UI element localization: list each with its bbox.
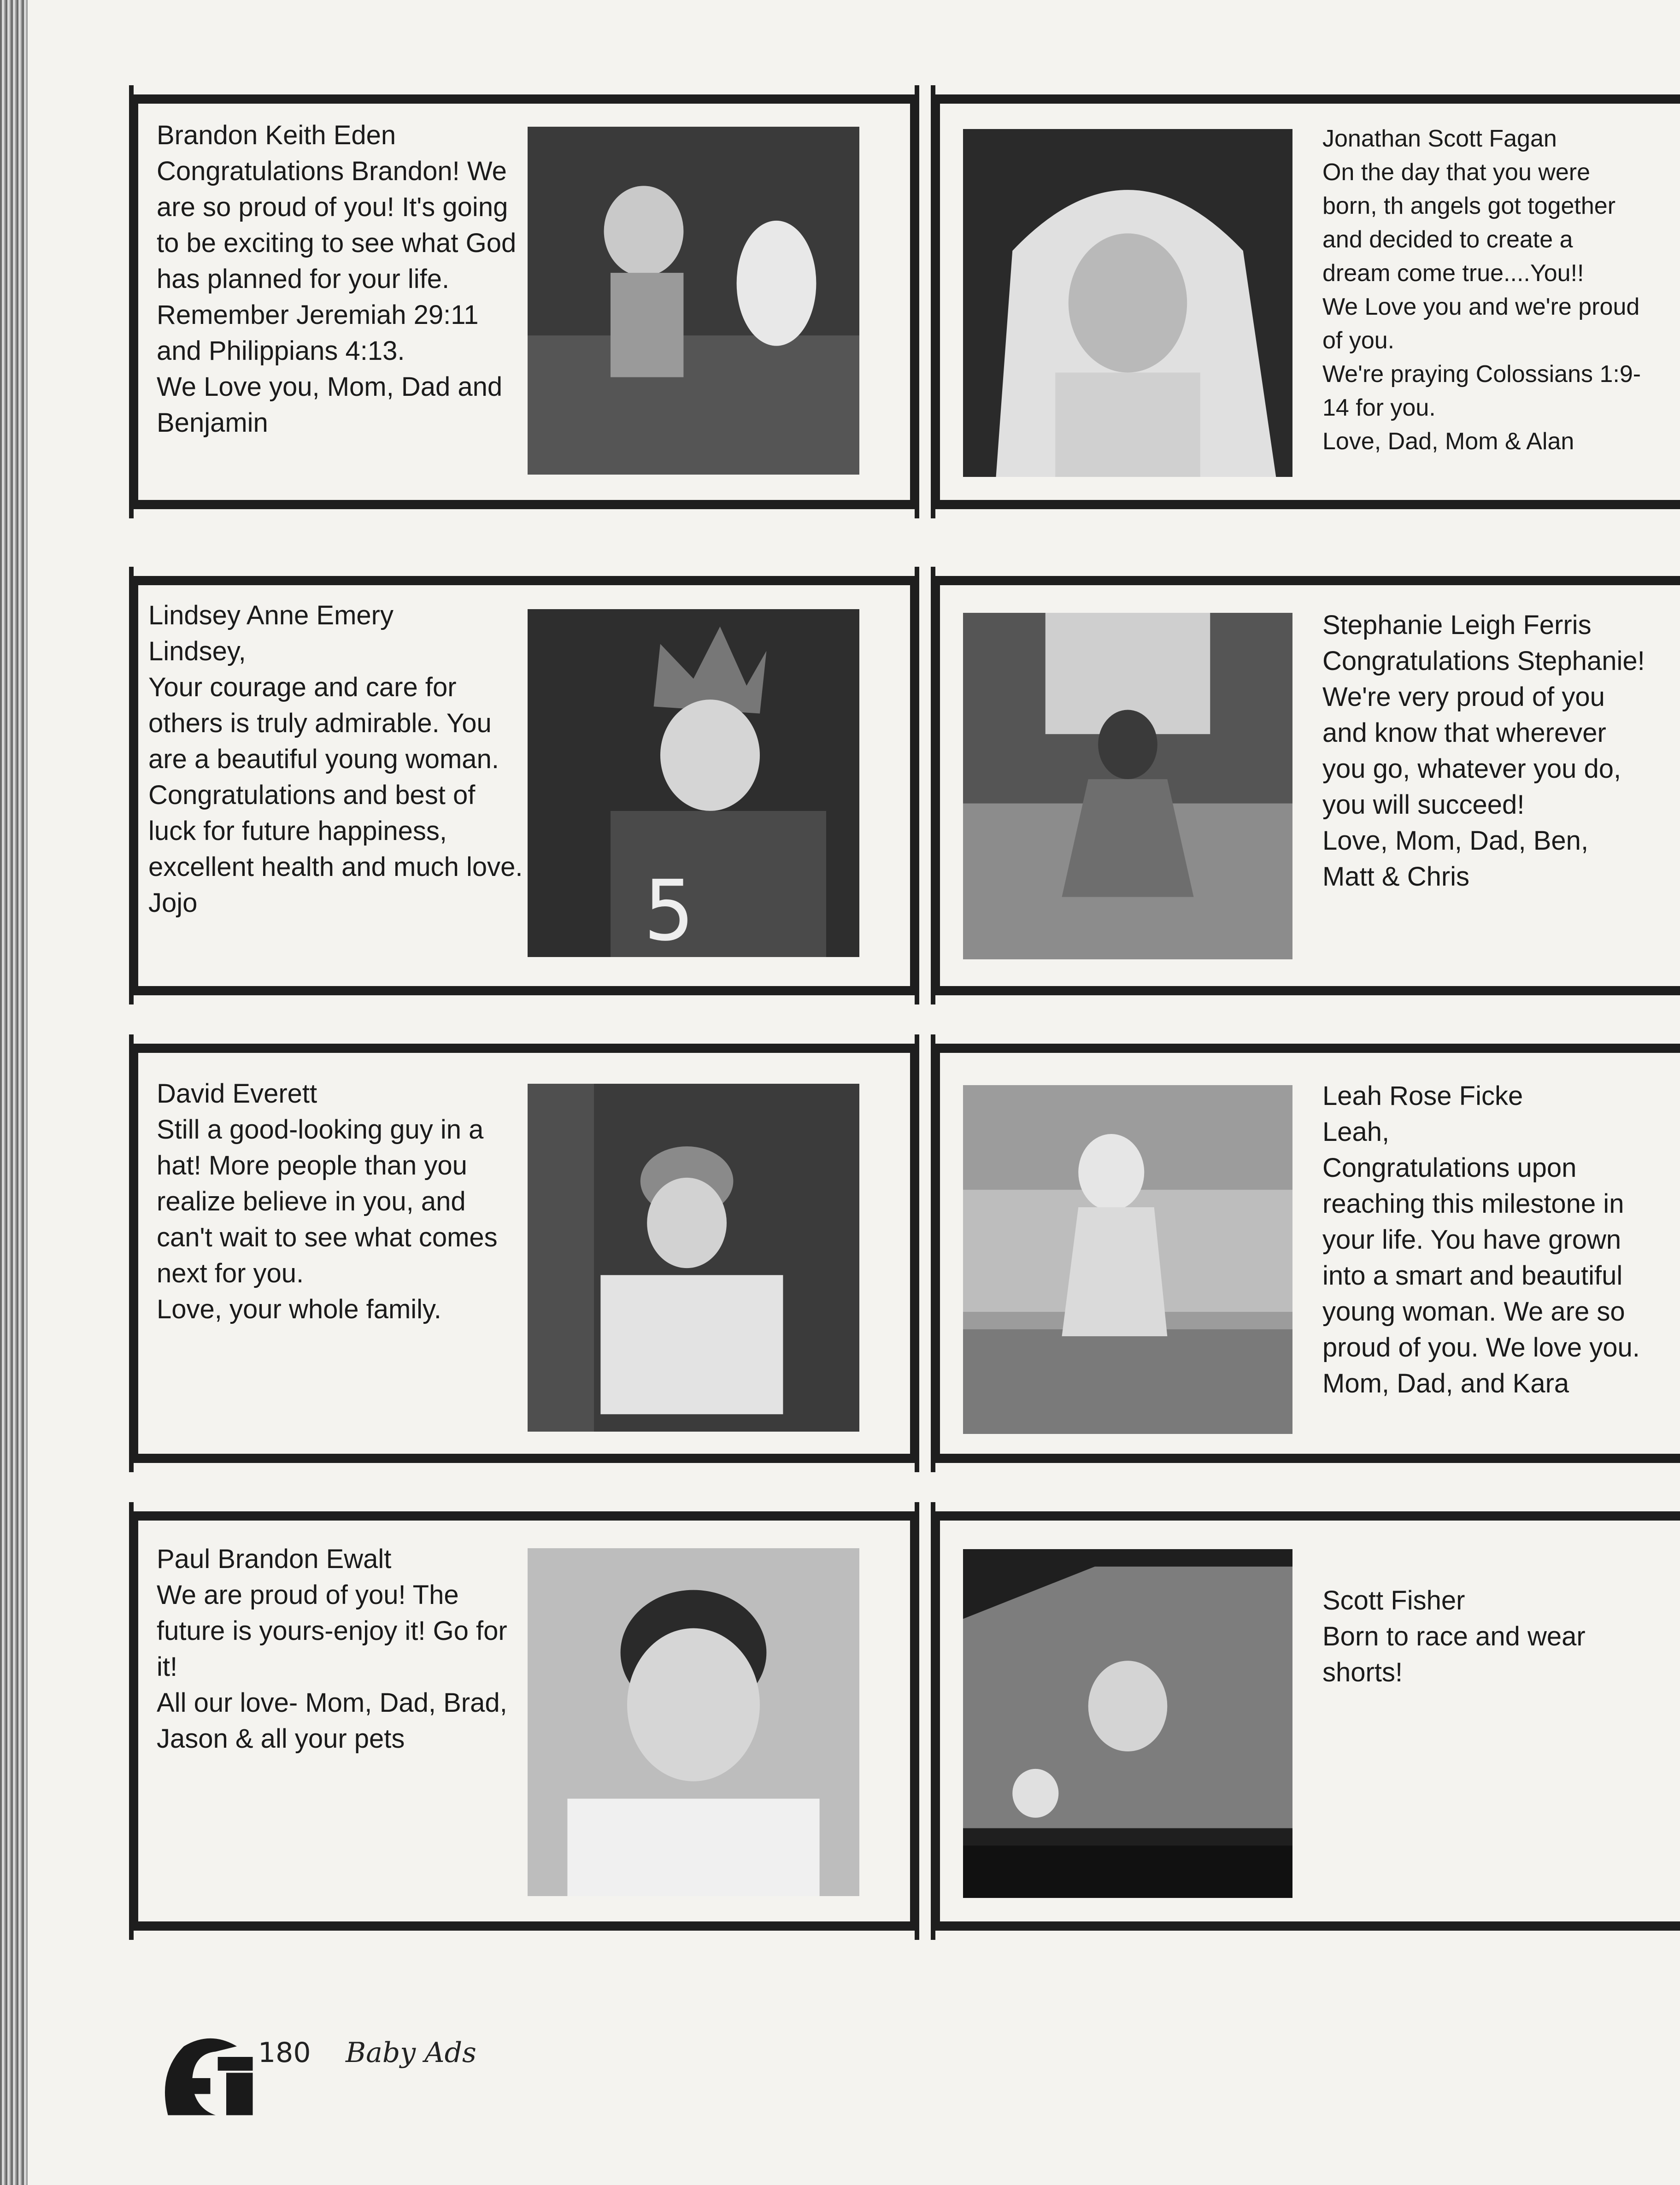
ad-message: All our love- Mom, Dad, Brad, Jason & all your pets bbox=[157, 1688, 507, 1754]
ad-message: Love, Dad, Mom & Alan bbox=[1322, 428, 1574, 455]
baby-photo-paul-ewalt bbox=[528, 1548, 859, 1896]
baby-photo-stephanie-ferris bbox=[963, 613, 1292, 959]
ad-message: We Love you and we're proud of you. bbox=[1322, 294, 1640, 354]
ad-text-stephanie-ferris bbox=[1322, 607, 1645, 895]
baby-photo-scott-fisher bbox=[963, 1549, 1292, 1898]
section-title: Baby Ads bbox=[346, 2037, 476, 2069]
ad-message: Born to race and wear shorts! bbox=[1322, 1621, 1586, 1687]
ad-message: On the day that you were born, th angels got together and decided to create a dream come true....You!! bbox=[1322, 159, 1616, 287]
ad-message: Your courage and care for others is truly admirable. You are a beautiful young woman. Congratulations and best of luck for future happiness, excellent health and much love. bbox=[148, 672, 523, 882]
ad-text-lindsey-emery bbox=[148, 598, 526, 921]
ad-text-scott-fisher bbox=[1322, 1583, 1645, 1691]
ad-message: Jojo bbox=[148, 888, 198, 918]
baby-photo-david-everett bbox=[528, 1084, 859, 1432]
ad-message: We are proud of you! The future is yours-enjoy it! Go for it! bbox=[157, 1580, 507, 1682]
baby-photo-jonathan-fagan bbox=[963, 129, 1292, 477]
ad-message: Congratulations Brandon! We are so proud of you! It's going to be exciting to see what God has planned for your life. bbox=[157, 156, 517, 294]
ad-name: Paul Brandon Ewalt bbox=[157, 1544, 392, 1574]
ad-message: Lindsey, bbox=[148, 636, 246, 666]
ad-message: We're praying Colossians 1:9-14 for you. bbox=[1322, 361, 1641, 421]
yearbook-page bbox=[28, 0, 1680, 2185]
ad-message: We Love you, Mom, Dad and Benjamin bbox=[157, 372, 503, 438]
ad-text-jonathan-fagan bbox=[1322, 122, 1645, 458]
ad-text-david-everett bbox=[157, 1076, 525, 1327]
ad-name: Leah Rose Ficke bbox=[1322, 1081, 1523, 1111]
ad-message: Love, Mom, Dad, Ben, Matt & Chris bbox=[1322, 826, 1589, 892]
ad-name: Scott Fisher bbox=[1322, 1586, 1465, 1615]
ad-text-leah-ficke bbox=[1322, 1078, 1645, 1402]
spartan-helmet-icon bbox=[152, 2030, 258, 2129]
ad-name: Brandon Keith Eden bbox=[157, 120, 396, 150]
ad-name: Stephanie Leigh Ferris bbox=[1322, 610, 1592, 640]
ad-message: Mom, Dad, and Kara bbox=[1322, 1369, 1569, 1398]
baby-photo-lindsey-emery bbox=[528, 609, 859, 957]
ad-name: Lindsey Anne Emery bbox=[148, 600, 394, 630]
page-number: 180 bbox=[258, 2037, 311, 2069]
ad-message: Still a good-looking guy in a hat! More people than you realize believe in you, and can't wait to see what comes next for you. bbox=[157, 1115, 498, 1288]
ad-name: Jonathan Scott Fagan bbox=[1322, 125, 1557, 152]
ad-message: Congratulations upon reaching this milestone in your life. You have grown into a smart and beautiful young woman. We are so proud of you. We love you. bbox=[1322, 1153, 1640, 1363]
baby-photo-brandon-eden bbox=[528, 127, 859, 475]
ad-message: Remember Jeremiah 29:11 and Philippians 4:13. bbox=[157, 300, 479, 366]
ad-name: David Everett bbox=[157, 1079, 317, 1109]
ad-text-brandon-eden bbox=[157, 117, 525, 441]
ad-message: Congratulations Stephanie! We're very proud of you and know that wherever you go, whatever you do, you will succeed! bbox=[1322, 646, 1645, 820]
ad-message: Leah, bbox=[1322, 1117, 1390, 1147]
ad-message: Love, your whole family. bbox=[157, 1294, 441, 1324]
svg-text:5: 5 bbox=[644, 862, 694, 957]
ad-text-paul-ewalt bbox=[157, 1541, 525, 1757]
baby-photo-leah-ficke bbox=[963, 1085, 1292, 1434]
